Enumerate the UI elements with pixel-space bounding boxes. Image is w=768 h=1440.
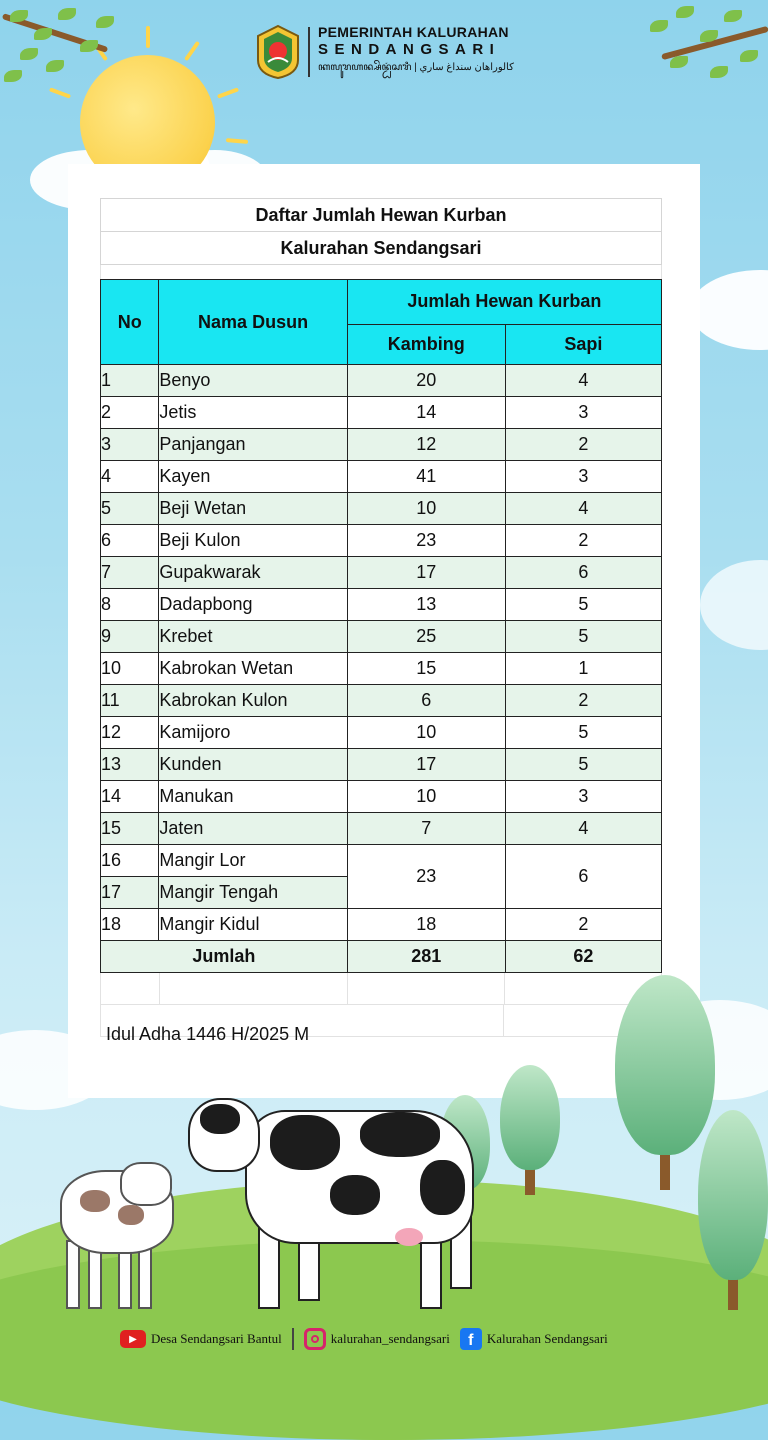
row-no: 2 [101,397,159,429]
youtube-label: Desa Sendangsari Bantul [151,1331,282,1346]
facebook-icon: f [460,1328,482,1350]
table-row [101,429,662,461]
social-bar [120,1325,608,1353]
row-sapi: 2 [505,525,661,557]
header [254,22,514,82]
row-no: 7 [101,557,159,589]
row-no: 13 [101,749,159,781]
table-row [101,589,662,621]
row-kambing: 10 [347,717,505,749]
instagram-label: kalurahan_sendangsari [330,1331,450,1346]
row-kambing: 23 [347,525,505,557]
row-kambing: 17 [347,749,505,781]
row-no: 15 [101,813,159,845]
empty-row [100,973,662,1005]
table-row [101,621,662,653]
row-name: Kabrokan Kulon [159,685,347,717]
row-kambing: 7 [347,813,505,845]
row-kambing: 41 [347,461,505,493]
government-emblem-icon [254,24,302,80]
cloud [700,560,768,650]
cloud [690,270,768,350]
row-kambing: 25 [347,621,505,653]
row-kambing: 10 [347,493,505,525]
header-divider [308,27,310,77]
table-row [101,493,662,525]
row-sapi: 5 [505,589,661,621]
header-kambing: Kambing [347,324,505,364]
row-sapi: 4 [505,493,661,525]
instagram-link[interactable] [304,1328,450,1350]
row-name: Dadapbong [159,589,347,621]
row-sapi: 4 [505,365,661,397]
branch-leaves-right [640,0,768,90]
row-no: 1 [101,365,159,397]
sheet-title: Daftar Jumlah Hewan Kurban [100,198,662,232]
row-sapi: 1 [505,653,661,685]
sheet-subtitle: Kalurahan Sendangsari [100,232,662,265]
row-name: Panjangan [159,429,347,461]
row-name: Krebet [159,621,347,653]
table-row [101,749,662,781]
tree-icon [500,1065,560,1195]
row-sapi: 5 [505,749,661,781]
header-sapi: Sapi [505,324,661,364]
table-row [101,365,662,397]
row-name: Beji Kulon [159,525,347,557]
row-no: 9 [101,621,159,653]
table-row [101,461,662,493]
header-village-name: SENDANGSARI [318,41,501,58]
table-row [101,557,662,589]
sun-ray [226,138,248,144]
row-kambing: 18 [347,909,505,941]
row-no: 3 [101,429,159,461]
divider [292,1328,294,1350]
table-row [101,781,662,813]
row-kambing: 17 [347,557,505,589]
row-name: Jaten [159,813,347,845]
row-no: 17 [101,877,159,909]
row-kambing: 15 [347,653,505,685]
row-no: 5 [101,493,159,525]
facebook-link[interactable] [460,1328,608,1350]
table-row [101,813,662,845]
row-no: 12 [101,717,159,749]
row-sapi: 3 [505,397,661,429]
row-kambing: 23 [347,845,505,909]
row-kambing: 13 [347,589,505,621]
row-kambing: 14 [347,397,505,429]
row-no: 14 [101,781,159,813]
row-name: Gupakwarak [159,557,347,589]
row-sapi: 6 [505,845,661,909]
spreadsheet [100,198,662,1037]
branch-leaves-left [0,0,130,90]
row-name: Benyo [159,365,347,397]
total-label: Jumlah [101,941,348,973]
facebook-label: Kalurahan Sendangsari [486,1331,608,1346]
row-name: Jetis [159,397,347,429]
table-row [101,525,662,557]
row-name: Kabrokan Wetan [159,653,347,685]
header-title: PEMERINTAH KALURAHAN [318,24,509,40]
row-name: Manukan [159,781,347,813]
sun-ray [184,41,200,61]
row-name: Kamijoro [159,717,347,749]
row-name: Mangir Kidul [159,909,347,941]
row-name: Beji Wetan [159,493,347,525]
table-row [101,685,662,717]
sheet-spacer [100,265,662,279]
sun-ray [146,26,150,48]
total-kambing: 281 [347,941,505,973]
row-name: Kunden [159,749,347,781]
row-no: 16 [101,845,159,877]
header-nama-dusun: Nama Dusun [159,280,347,365]
row-sapi: 2 [505,429,661,461]
row-kambing: 12 [347,429,505,461]
row-name: Mangir Tengah [159,877,347,909]
table-row [101,717,662,749]
row-sapi: 5 [505,717,661,749]
table-row [101,845,662,877]
table-row [101,909,662,941]
tree-icon [698,1110,768,1310]
youtube-icon: ▶ [120,1330,146,1348]
row-sapi: 2 [505,909,661,941]
header-jumlah-hewan: Jumlah Hewan Kurban [347,280,661,325]
row-sapi: 5 [505,621,661,653]
row-no: 18 [101,909,159,941]
row-sapi: 3 [505,781,661,813]
header-script-name: ꦏꦭꦸꦫꦲꦤ꧀ꦱꦼꦤ꧀ꦝꦁꦱꦫꦶ | كالوراهان سنداغ ساري [318,62,514,73]
row-no: 8 [101,589,159,621]
row-no: 10 [101,653,159,685]
row-kambing: 10 [347,781,505,813]
row-sapi: 6 [505,557,661,589]
kurban-table [100,279,662,973]
row-sapi: 4 [505,813,661,845]
youtube-link[interactable] [120,1330,282,1348]
row-no: 11 [101,685,159,717]
total-sapi: 62 [505,941,661,973]
row-name: Mangir Lor [159,845,347,877]
header-no: No [101,280,159,365]
table-row [101,653,662,685]
row-name: Kayen [159,461,347,493]
row-no: 6 [101,525,159,557]
row-sapi: 2 [505,685,661,717]
sun-ray [217,87,239,98]
table-row [101,397,662,429]
row-no: 4 [101,461,159,493]
row-kambing: 6 [347,685,505,717]
row-sapi: 3 [505,461,661,493]
instagram-icon [304,1328,326,1350]
row-kambing: 20 [347,365,505,397]
sheet-note: Idul Adha 1446 H/2025 M [106,1024,310,1044]
total-row [101,941,662,973]
